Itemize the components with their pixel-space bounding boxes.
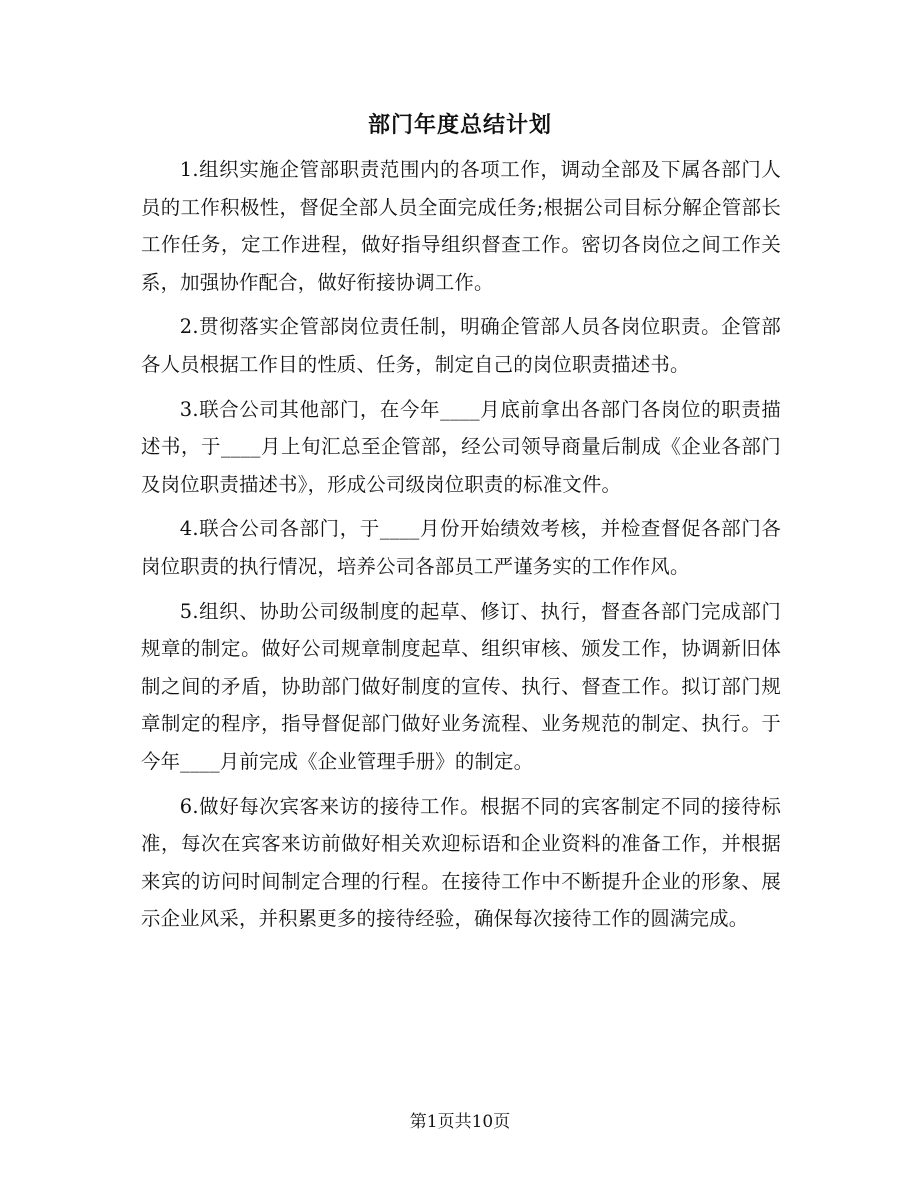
paragraph-2: 2.贯彻落实企管部岗位责任制，明确企管部人员各岗位职责。企管部各人员根据工作目的性质、任务，制定自己的岗位职责描述书。: [141, 315, 781, 376]
paragraph-6: 6.做好每次宾客来访的接待工作。根据不同的宾客制定不同的接待标准，每次在宾客来访前做好相关欢迎标语和企业资料的准备工作，并根据来宾的访问时间制定合理的行程。在接待工作中不断提升企业的形象、展示企业风采，并积累更多的接待经验，确保每次接待工作的圆满完成。: [141, 794, 781, 931]
page-number-footer: 第1页共10页: [409, 1112, 511, 1132]
paragraph-4: 4.联合公司各部门，于____月份开始绩效考核，并检查督促各部门各岗位职责的执行情况，培养公司各部员工严谨务实的工作作风。: [141, 517, 781, 578]
paragraph-3: 3.联合公司其他部门，在今年____月底前拿出各部门各岗位的职责描述书，于____月上旬汇总至企管部，经公司领导商量后制成《企业各部门及岗位职责描述书》，形成公司级岗位职责的标准文件。: [141, 397, 781, 496]
paragraph-1: 1.组织实施企管部职责范围内的各项工作，调动全部及下属各部门人员的工作积极性，督促全部人员全面完成任务;根据公司目标分解企管部长工作任务，定工作进程，做好指导组织督查工作。密切各岗位之间工作关系，加强协作配合，做好衔接协调工作。: [141, 158, 781, 294]
page-title: 部门年度总结计划: [367, 112, 552, 138]
document-body: [141, 151, 781, 945]
paragraph-5: 5.组织、协助公司级制度的起草、修订、执行，督查各部门完成部门规章的制定。做好公司规章制度起草、组织审核、颁发工作，协调新旧体制之间的矛盾，协助部门做好制度的宣传、执行、督查工作。拟订部门规章制定的程序，指导督促部门做好业务流程、业务规范的制定、执行。于今年____月前完成《企业管理手册》的制定。: [141, 599, 781, 773]
